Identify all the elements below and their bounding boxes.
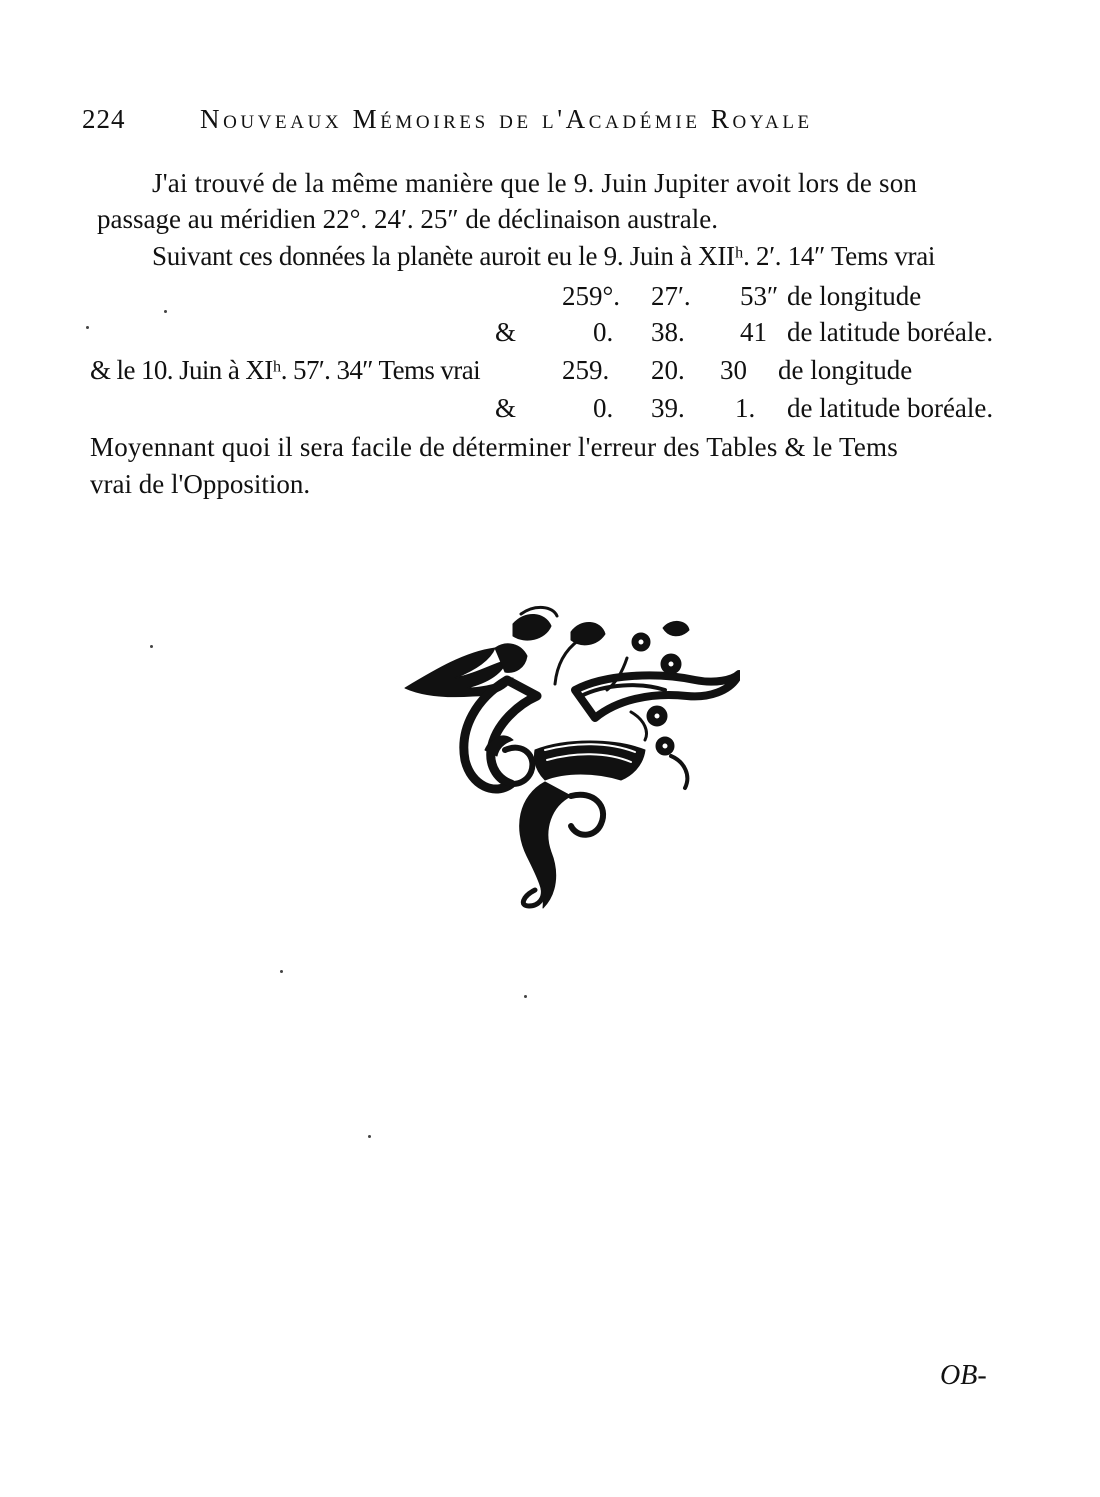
table-row-2-minutes: 38. <box>651 317 685 347</box>
paper-speck <box>150 645 153 648</box>
paragraph-3-line-1: Moyennant quoi il sera facile de déterminer l'erreur des Tables & le Tems <box>90 432 898 462</box>
paper-speck <box>86 326 89 329</box>
table-row-2-prefix: & <box>495 317 517 347</box>
running-head: Nouveaux Mémoires de l'Académie Royale <box>200 104 813 134</box>
paper-speck <box>280 970 283 973</box>
page-header <box>82 104 982 144</box>
paper-speck <box>164 310 167 313</box>
paragraph-3-line-2: vrai de l'Opposition. <box>90 469 311 499</box>
table-row-3-degrees: 259. <box>562 355 610 385</box>
table-row-1-label: de longitude <box>787 281 922 311</box>
table-row-4-label: de latitude boréale. <box>787 393 994 423</box>
paragraph-1-line-2: passage au méridien 22°. 24′. 25″ de déclinaison australe. <box>97 204 719 234</box>
rococo-floral-ornament-icon <box>395 600 740 910</box>
table-row-3-minutes: 20. <box>651 355 685 385</box>
table-row-3-label: de longitude <box>778 355 913 385</box>
paper-speck <box>368 1135 371 1138</box>
table-row-4-minutes: 39. <box>651 393 685 423</box>
paragraph-2-line-1: Suivant ces données la planète auroit eu le 9. Juin à XIIʰ. 2′. 14″ Tems vrai <box>152 241 936 271</box>
table-row-1-seconds: 53″ <box>740 281 779 311</box>
table-row-2-degrees: 0. <box>593 317 614 347</box>
paragraph-1-line-1: J'ai trouvé de la même manière que le 9. Juin Jupiter avoit lors de son <box>152 168 918 198</box>
table-row-1-minutes: 27′. <box>651 281 691 311</box>
table-row-3-seconds: 30 <box>720 355 747 385</box>
table-row-4-seconds: 1. <box>735 393 756 423</box>
table-row-4-degrees: 0. <box>593 393 614 423</box>
page-number: 224 <box>82 104 126 134</box>
table-row-1-degrees: 259°. <box>562 281 621 311</box>
catchword: OB- <box>940 1360 987 1391</box>
paper-speck <box>524 995 527 998</box>
table-row-4-prefix: & <box>495 393 517 423</box>
table-row-2-seconds: 41 <box>740 317 767 347</box>
table-row-3-prefix: & le 10. Juin à XIʰ. 57′. 34″ Tems vrai <box>90 355 480 385</box>
table-row-2-label: de latitude boréale. <box>787 317 994 347</box>
